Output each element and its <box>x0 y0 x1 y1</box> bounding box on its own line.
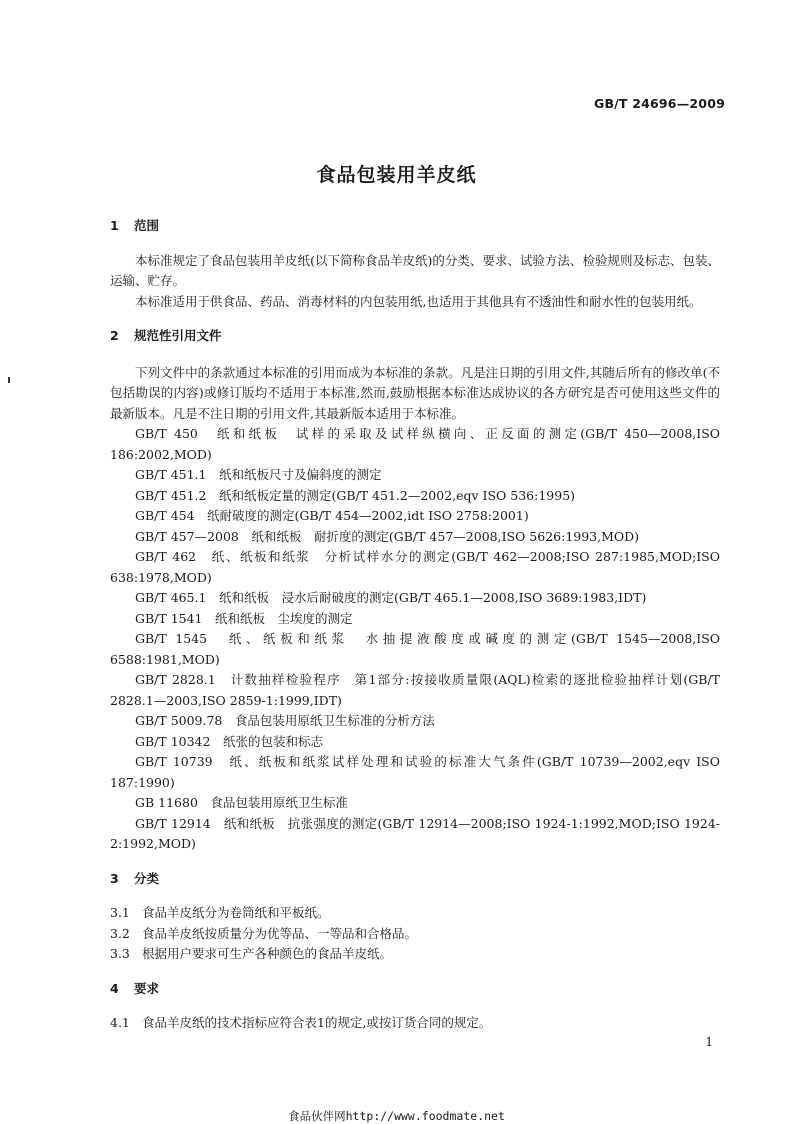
footer-watermark: 食品伙伴网http://www.foodmate.net <box>288 1109 505 1123</box>
reference-item: GB/T 450 纸和纸板 试样的采取及试样纵横向、正反面的测定(GB/T 450—2008,ISO 186:2002,MOD) <box>110 426 720 462</box>
reference-item: GB/T 2828.1 计数抽样检验程序 第1部分:按接收质量限(AQL)检索的逐批检验抽样计划(GB/T 2828.1—2003,ISO 2859-1:1999,IDT) <box>110 672 720 708</box>
reference-item: GB/T 10342 纸张的包装和标志 <box>135 733 323 749</box>
standard-number: GB/T 24696—2009 <box>593 96 725 111</box>
clause: 3.2 食品羊皮纸按质量分为优等品、一等品和合格品。 <box>110 925 418 941</box>
reference-item: GB/T 462 纸、纸板和纸浆 分析试样水分的测定(GB/T 462—2008;ISO 287:1985,MOD;ISO 638:1978,MOD) <box>110 549 720 585</box>
clause: 3.1 食品羊皮纸分为卷筒纸和平板纸。 <box>110 905 330 920</box>
reference-item: GB/T 451.2 纸和纸板定量的测定(GB/T 451.2—2002,eqv ISO 536:1995) <box>135 487 576 503</box>
reference-item: GB/T 451.1 纸和纸板尺寸及偏斜度的测定 <box>135 467 382 482</box>
reference-item: GB/T 465.1 纸和纸板 浸水后耐破度的测定(GB/T 465.1—2008,ISO 3689:1983,IDT) <box>135 590 647 605</box>
reference-item: GB/T 10739 纸、纸板和纸浆试样处理和试验的标准大气条件(GB/T 10739—2002,eqv ISO 187:1990) <box>110 754 720 790</box>
section-heading-2: 2 规范性引用文件 <box>110 328 222 343</box>
section-heading-1: 1 范围 <box>110 218 160 233</box>
paragraph: 本标准适用于供食品、药品、消毒材料的内包装用纸,也适用于其他具有不透油性和耐水性的包装用纸。 <box>135 293 702 309</box>
clause: 3.3 根据用户要求可生产各种颜色的食品羊皮纸。 <box>110 946 393 961</box>
clause: 4.1 食品羊皮纸的技术指标应符合表1的规定,或按订货合同的规定。 <box>110 1015 492 1030</box>
paragraph: 本标准规定了食品包装用羊皮纸(以下简称食品羊皮纸)的分类、要求、试验方法、检验规则及标志、包装、运输、贮存。 <box>110 252 720 288</box>
reference-item: GB 11680 食品包装用原纸卫生标准 <box>135 795 348 810</box>
reference-item: GB/T 12914 纸和纸板 抗张强度的测定(GB/T 12914—2008;ISO 1924-1:1992,MOD;ISO 1924-2:1992,MOD) <box>110 815 720 851</box>
section-heading-3: 3 分类 <box>110 870 160 886</box>
reference-item: GB/T 1545 纸、纸板和纸浆 水抽提液酸度或碱度的测定(GB/T 1545—2008,ISO 6588:1981,MOD) <box>110 631 720 667</box>
reference-item: GB/T 457—2008 纸和纸板 耐折度的测定(GB/T 457—2008,ISO 5626:1993,MOD) <box>135 528 640 544</box>
paragraph: 下列文件中的条款通过本标准的引用而成为本标准的条款。凡是注日期的引用文件,其随后所有的修改单(不包括勘误的内容)或修订版均不适用于本标准,然而,鼓励根据本标准达成协议的各方研究是否可使用这些文件的最新版本。凡是不注日期的引用文件,其最新版本适用于本标准。 <box>110 364 720 421</box>
section-heading-4: 4 要求 <box>110 980 160 996</box>
document-body <box>110 216 720 1034</box>
margin-mark <box>8 377 10 383</box>
reference-item: GB/T 1541 纸和纸板 尘埃度的测定 <box>135 610 353 626</box>
page-number: 1 <box>705 1035 713 1049</box>
reference-item: GB/T 5009.78 食品包装用原纸卫生标准的分析方法 <box>135 713 435 728</box>
reference-item: GB/T 454 纸耐破度的测定(GB/T 454—2002,idt ISO 2758:2001) <box>135 508 529 523</box>
document-title: 食品包装用羊皮纸 <box>316 164 477 186</box>
